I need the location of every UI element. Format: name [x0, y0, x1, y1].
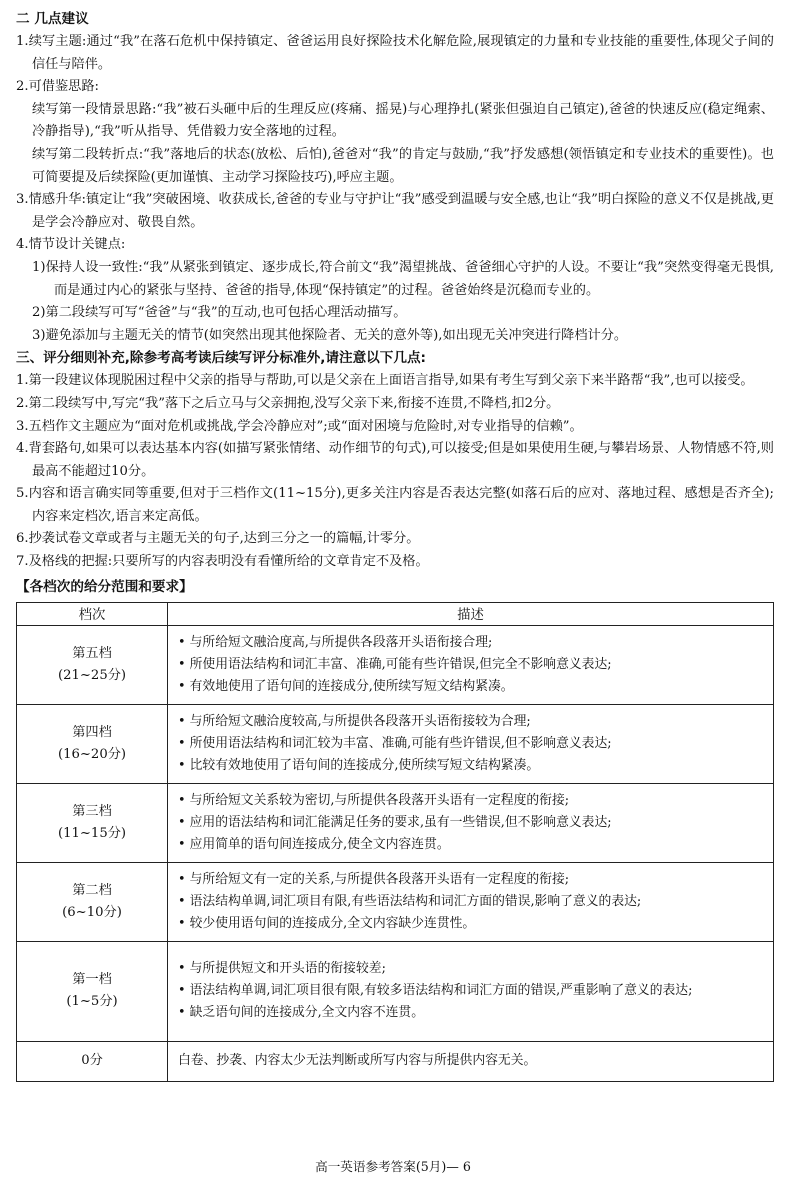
- table-row: [17, 704, 774, 783]
- criterion: • 与所给短文融洽度较高,与所提供各段落开头语衔接较为合理;: [178, 713, 531, 729]
- level-name: 第五档: [72, 645, 112, 661]
- suggestion-item-2: 2.可借鉴思路:: [16, 79, 99, 95]
- level-name: 第三档: [72, 803, 112, 819]
- criterion: • 与所给短文融洽度高,与所提供各段落开头语衔接合理;: [178, 634, 493, 650]
- idea-paragraph-2: 续写第二段转折点:“我”落地后的状态(放松、后怕),爸爸对“我”的肯定与鼓励,“我”抒发感想(领悟镇定和专业技术的重要性)。也可简要提及后续探险(更加谨慎、主动学习探险技巧),呼应主题。: [32, 146, 774, 185]
- level-cell: [17, 783, 168, 862]
- level-name: 第一档: [72, 972, 112, 988]
- level-name: 第二档: [72, 882, 112, 898]
- table-row: [17, 1041, 774, 1081]
- criterion: • 语法结构单调,词汇项目有限,有些语法结构和词汇方面的错误,影响了意义的表达;: [178, 893, 642, 909]
- description-cell: [168, 862, 774, 941]
- level-cell: 0分: [17, 1041, 168, 1081]
- criterion: • 较少使用语句间的连接成分,全文内容缺少连贯性。: [178, 915, 476, 931]
- table-row: [17, 862, 774, 941]
- scoring-rule-6: 6.抄袭试卷文章或者与主题无关的句子,达到三分之一的篇幅,计零分。: [16, 531, 420, 547]
- description-cell: 白卷、抄袭、内容太少无法判断或所写内容与所提供内容无关。: [168, 1041, 774, 1081]
- criterion: • 所使用语法结构和词汇较为丰富、准确,可能有些许错误,但不影响意义表达;: [178, 735, 612, 751]
- scoring-rule-5: 5.内容和语言确实同等重要,但对于三档作文(11~15分),更多关注内容是否表达完整(如落石后的应对、落地过程、感想是否齐全);内容来定档次,语言来定高低。: [16, 486, 774, 524]
- level-name: 第四档: [72, 724, 112, 740]
- level-cell: [17, 704, 168, 783]
- scoring-rule-2: 2.第二段续写中,写完“我”落下之后立马与父亲拥抱,没写父亲下来,衔接不连贯,不降档,扣2分。: [16, 395, 560, 411]
- level-cell: [17, 862, 168, 941]
- criterion: • 与所给短文有一定的关系,与所提供各段落开头语有一定程度的衔接;: [178, 871, 570, 887]
- level-range: (6~10分): [62, 904, 122, 920]
- level-range: (1~5分): [66, 994, 118, 1010]
- criterion: • 所使用语法结构和词汇丰富、准确,可能有些许错误,但完全不影响意义表达;: [178, 656, 612, 672]
- description-cell: [168, 941, 774, 1041]
- criterion: • 应用的语法结构和词汇能满足任务的要求,虽有一些错误,但不影响意义表达;: [178, 814, 612, 830]
- description-cell: [168, 625, 774, 704]
- idea-paragraph-1: 续写第一段情景思路:“我”被石头砸中后的生理反应(疼痛、摇晃)与心理挣扎(紧张但强迫自己镇定),爸爸的快速反应(稳定绳索、冷静指导),“我”听从指导、凭借毅力安全落地的过程。: [32, 101, 774, 140]
- grade-table: [16, 602, 774, 1082]
- level-range: (11~15分): [57, 825, 127, 841]
- criterion: • 与所给短文关系较为密切,与所提供各段落开头语有一定程度的衔接;: [178, 792, 570, 808]
- grade-table-caption: 【各档次的给分范围和要求】: [16, 578, 193, 595]
- scoring-rule-7: 7.及格线的把握:只要所写的内容表明没有看懂所给的文章肯定不及格。: [16, 554, 429, 570]
- criterion: • 语法结构单调,词汇项目很有限,有较多语法结构和词汇方面的错误,严重影响了意义的表达;: [178, 983, 693, 999]
- suggestion-item-1: 1.续写主题:通过“我”在落石危机中保持镇定、爸爸运用良好探险技术化解危险,展现镇定的力量和专业技能的重要性,体现父子间的信任与陪伴。: [16, 34, 774, 72]
- document-page: [16, 8, 774, 1082]
- page-footer: 高一英语参考答案(5月)— 6: [315, 1159, 471, 1174]
- criterion: • 缺乏语句间的连接成分,全文内容不连贯。: [178, 1005, 425, 1021]
- criterion: • 应用简单的语句间连接成分,使全文内容连贯。: [178, 836, 450, 852]
- key-point-2: 2)第二段续写可写“爸爸”与“我”的互动,也可包括心理活动描写。: [32, 305, 407, 321]
- description-cell: [168, 783, 774, 862]
- table-row: [17, 941, 774, 1041]
- level-range: (21~25分): [57, 667, 127, 683]
- key-point-1: 1)保持人设一致性:“我”从紧张到镇定、逐步成长,符合前文“我”渴望挑战、爸爸细心守护的人设。不要让“我”突然变得毫无畏惧,而是通过内心的紧张与坚持、爸爸的指导,体现“保持镇定”的过程。爸爸始终是沉稳而专业的。: [32, 259, 774, 298]
- table-row: [17, 783, 774, 862]
- level-cell: [17, 625, 168, 704]
- header-description: 描述: [168, 602, 774, 625]
- section-heading-scoring: 三、评分细则补充,除参考高考读后续写评分标准外,请注意以下几点:: [16, 350, 426, 367]
- criterion: • 比较有效地使用了语句间的连接成分,使所续写短文结构紧凑。: [178, 757, 540, 773]
- table-row: [17, 625, 774, 704]
- criterion: • 与所提供短文和开头语的衔接较差;: [178, 961, 386, 977]
- key-point-3: 3)避免添加与主题无关的情节(如突然出现其他探险者、无关的意外等),如出现无关冲突进行降档计分。: [32, 327, 628, 343]
- level-cell: [17, 941, 168, 1041]
- scoring-rule-3: 3.五档作文主题应为“面对危机或挑战,学会冷静应对”;或“面对困境与危险时,对专业指导的信赖”。: [16, 418, 583, 434]
- description-cell: [168, 704, 774, 783]
- scoring-rule-1: 1.第一段建议体现脱困过程中父亲的指导与帮助,可以是父亲在上面语言指导,如果有考生写到父亲下来半路帮“我”,也可以接受。: [16, 373, 754, 389]
- suggestion-item-4: 4.情节设计关键点:: [16, 237, 126, 253]
- table-header-row: [17, 602, 774, 625]
- suggestion-item-3: 3.情感升华:镇定让“我”突破困境、收获成长,爸爸的专业与守护让“我”感受到温暖与安全感,也让“我”明白探险的意义不仅是挑战,更是学会冷静应对、敬畏自然。: [16, 192, 774, 230]
- header-level: 档次: [17, 602, 168, 625]
- scoring-rule-4: 4.背套路句,如果可以表达基本内容(如描写紧张情绪、动作细节的句式),可以接受;但是如果使用生硬,与攀岩场景、人物情感不符,则最高不能超过10分。: [16, 441, 774, 479]
- level-range: (16~20分): [57, 746, 127, 762]
- criterion: • 有效地使用了语句间的连接成分,使所续写短文结构紧凑。: [178, 678, 514, 694]
- section-heading-suggestions: 二 几点建议: [16, 11, 89, 27]
